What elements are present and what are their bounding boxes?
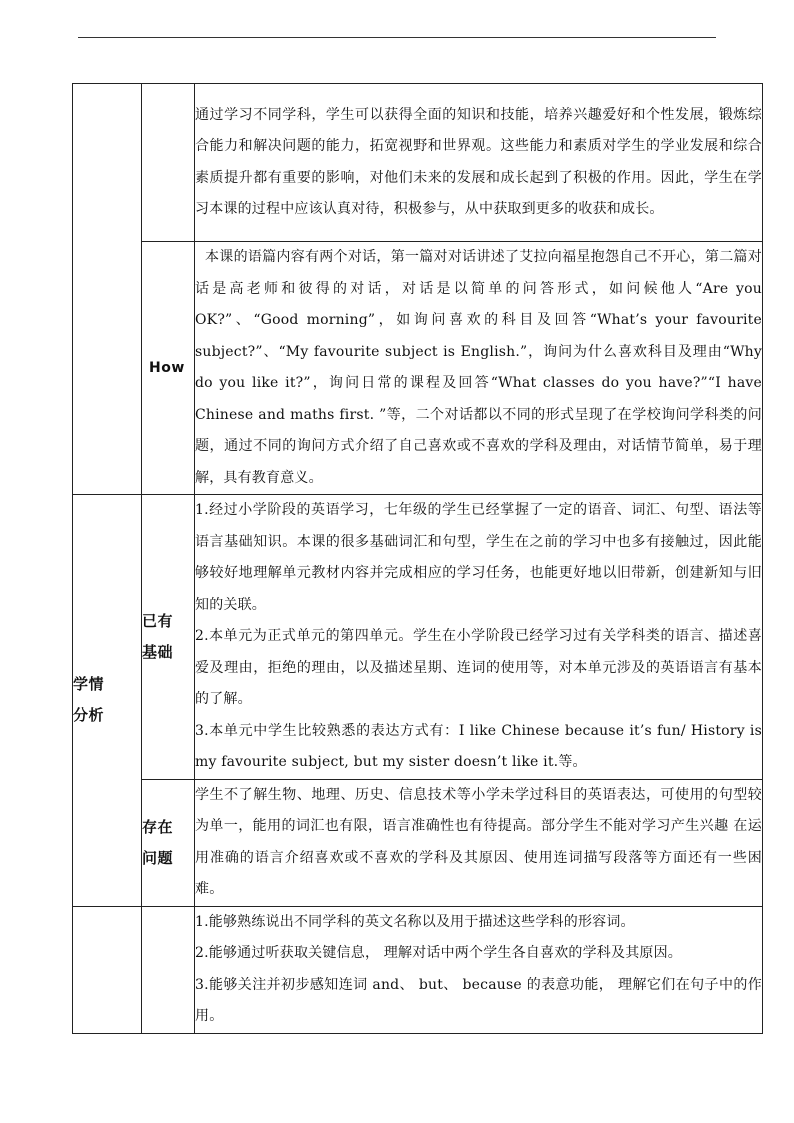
objective-1: 1.能够熟练说出不同学科的英文名称以及用于描述这些学科的形容词。 <box>195 913 635 930</box>
learner-label-line2: 分析 <box>73 706 105 725</box>
how-content-cell <box>195 242 763 495</box>
problems-label <box>142 779 195 906</box>
table-row <box>73 906 763 1033</box>
empty-group-cell <box>73 906 142 1033</box>
prior-paragraph-1: 1.经过小学阶段的英语学习，七年级的学生已经掌握了一定的语音、词汇、句型、语法等语言基础知识。本课的很多基础词汇和句型，学生在之前的学习中也多有接触过，因此能够较好地理解单元教材内容并完成相应的学习任务，也能更好地以旧带新，创建新知与旧知的关联。 <box>195 502 762 613</box>
table-row <box>73 495 763 780</box>
prior-label-line1: 已有 <box>142 611 174 630</box>
prior-paragraph-3: 3.本单元中学生比较熟悉的表达方式有：I like Chinese because it’s fun/ History is my favourite subject, but my sister doesn’t like it.等。 <box>195 722 762 770</box>
what-content-cell <box>195 84 763 242</box>
learner-label-line1: 学情 <box>73 675 105 694</box>
header-rule <box>78 37 716 38</box>
learner-analysis-label <box>73 495 142 907</box>
group-cell-top <box>73 84 142 495</box>
table-row <box>73 779 763 906</box>
problems-paragraph: 学生不了解生物、地理、历史、信息技术等小学未学过科目的英语表达，可使用的句型较为单一，能用的词汇也有限，语言准确性也有待提高。部分学生不能对学习产生兴趣 在运用准确的语言介绍喜欢或不喜欢的学科及其原因、使用连词描写段落等方面还有一些困难。 <box>195 786 762 897</box>
what-paragraph: 通过学习不同学科，学生可以获得全面的知识和技能，培养兴趣爱好和个性发展，锻炼综合能力和解决问题的能力，拓宽视野和世界观。这些能力和素质对学生的学业发展和综合素质提升都有重要的影响，对他们未来的发展和成长起到了积极的作用。因此，学生在学习本课的过程中应该认真对待，积极参与，从中获取到更多的收获和成长。 <box>195 106 762 217</box>
empty-label-cell <box>142 84 195 242</box>
objectives-content-cell <box>195 906 763 1033</box>
problems-label-line1: 存在 <box>142 817 174 836</box>
how-paragraph: 本课的语篇内容有两个对话，第一篇对对话讲述了艾拉向福星抱怨自己不开心，第二篇对话是高老师和彼得的对话，对话是以简单的问答形式，如问候他人“Are you OK?”、“Good morning”，如询问喜欢的科目及回答“What’s your favourite subject?”、“My favourite subject is English.”，询问为什么喜欢科目及理由“Why do you like it?”，询问日常的课程及回答“What classes do you have?”“I have Chinese and maths first. ”等，二个对话都以不同的形式呈现了在学校询问学科类的问题，通过不同的询问方式介绍了自己喜欢或不喜欢的学科及理由，对话情节简单，易于理解，具有教育意义。 <box>195 249 762 486</box>
how-label: How <box>142 242 195 495</box>
empty-label-cell <box>142 906 195 1033</box>
prior-paragraph-2: 2.本单元为正式单元的第四单元。学生在小学阶段已经学习过有关学科类的语言、描述喜爱及理由，拒绝的理由，以及描述星期、连词的使用等，对本单元涉及的英语语言有基本的了解。 <box>195 628 762 707</box>
table-row <box>73 242 763 495</box>
objective-2: 2.能够通过听获取关键信息， 理解对话中两个学生各自喜欢的学科及其原因。 <box>195 945 683 961</box>
table-row <box>73 84 763 242</box>
prior-knowledge-label <box>142 495 195 780</box>
problems-content-cell <box>195 779 763 906</box>
lesson-plan-table <box>72 83 763 1034</box>
objective-3: 3.能够关注并初步感知连词 and、 but、 because 的表意功能， 理解它们在句子中的作用。 <box>195 976 762 1024</box>
prior-content-cell <box>195 495 763 780</box>
prior-label-line2: 基础 <box>142 642 174 661</box>
problems-label-line2: 问题 <box>142 848 174 867</box>
